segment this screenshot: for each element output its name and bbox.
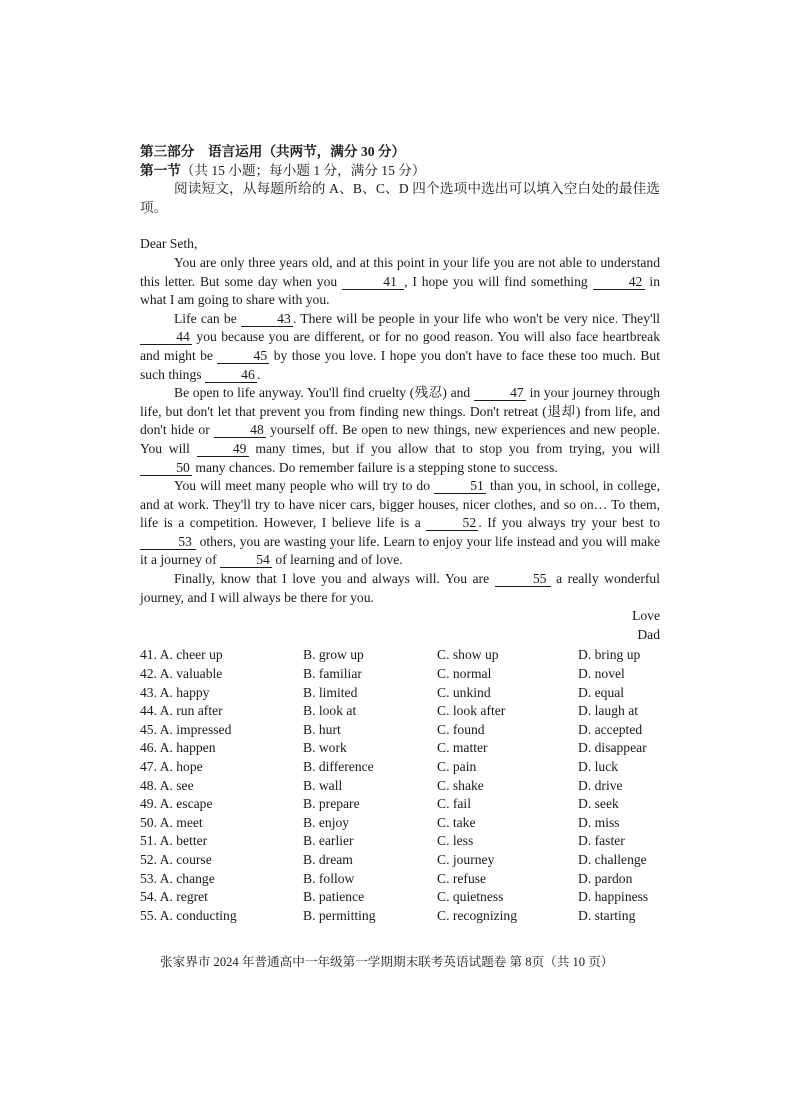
blank-51: 51 [434,479,486,494]
option-row [140,702,660,721]
option-row [140,832,660,851]
option-a: 45. A. impressed [140,721,232,737]
letter-paragraph-5 [140,570,660,607]
option-a: 41. A. cheer up [140,647,223,663]
text: of learning and of love. [272,552,403,568]
blank-45: 45 [217,349,269,364]
exam-page [140,143,660,925]
option-b: B. look at [303,703,357,719]
option-row [140,665,660,684]
option-b: B. dream [303,851,353,867]
option-d: D. equal [578,684,625,700]
option-row [140,870,660,889]
option-d: D. faster [578,833,625,849]
option-a: 50. A. meet [140,814,203,830]
option-c: C. quietness [437,889,504,905]
option-a: 48. A. see [140,777,194,793]
option-b: B. permitting [303,907,376,923]
option-d: D. disappear [578,740,647,756]
option-a: 43. A. happy [140,684,210,700]
blank-50: 50 [140,461,192,476]
option-d: D. accepted [578,721,643,737]
option-row [140,814,660,833]
option-d: D. starting [578,907,636,923]
option-row [140,907,660,926]
option-c: C. less [437,833,474,849]
option-a: 42. A. valuable [140,666,223,682]
text: than you, in school, in college, and at work. They'll try to have nicer cars, bigger houses, nicer clothes, and so on… To them, life is a competition. However, I believe life is a [140,478,660,531]
option-c: C. matter [437,740,488,756]
option-a: 46. A. happen [140,740,216,756]
text: in your journey through life, but don't let that prevent you from finding new things. Don't retreat (退却) from life, and don't hide or [140,385,660,438]
option-c: C. refuse [437,870,487,886]
text: you because you are different, or for no good reason. You will also face heartbreak and might be [140,329,660,363]
blank-47: 47 [474,386,526,401]
option-row [140,851,660,870]
option-b: B. difference [303,759,374,774]
letter-paragraph-4 [140,477,660,570]
option-a: 44. A. run after [140,703,223,719]
option-row [140,795,660,814]
text: Finally, know that I love you and always will. You are [174,571,495,587]
option-d: D. novel [578,666,625,682]
option-a: 53. A. change [140,870,215,886]
option-row [140,777,660,796]
blank-55: 55 [495,572,551,587]
option-row [140,721,660,740]
text: You are only three years old, and at this point in your life you are not able to understand this letter. But some day when you [140,254,660,289]
text: in what I am going to share with you. [140,273,660,308]
option-c: C. unkind [437,684,491,700]
option-b: B. follow [303,870,355,886]
text: many times, but if you allow that to stop you from trying, you will [248,440,660,456]
section-title: 第一节 [140,162,181,178]
option-d: D. laugh at [578,703,639,719]
option-a: 49. A. escape [140,796,213,812]
option-b: B. wall [303,777,343,793]
letter-greeting: Dear Seth, [140,236,198,252]
instruction: 阅读短文，从每题所给的 A、B、C、D 四个选项中选出可以填入空白处的最佳选项。 [140,181,660,215]
option-c: C. normal [437,666,492,682]
text: a really wonderful journey, and I will always be there for you. [140,571,661,605]
blank-52: 52 [426,516,478,531]
option-row [140,739,660,758]
option-d: D. miss [578,814,620,830]
option-d: D. challenge [578,851,647,867]
option-a: 52. A. course [140,851,212,867]
option-b: B. limited [303,684,358,700]
option-d: D. seek [578,796,619,812]
option-c: C. fail [437,796,471,812]
option-c: C. show up [437,647,499,663]
option-a: 55. A. conducting [140,907,237,923]
option-a: 47. A. hope [140,759,203,774]
option-d: D. drive [578,777,623,793]
blank-41: 41 [342,275,404,290]
letter-signature: Dad [637,626,660,642]
letter-paragraph-1 [140,254,660,310]
letter-paragraph-2 [140,310,660,384]
option-b: B. work [303,740,347,756]
text: . [256,366,261,382]
option-d: D. luck [578,759,619,774]
blank-46: 46 [205,368,257,383]
option-b: B. familiar [303,666,362,682]
option-b: B. patience [303,889,365,905]
option-c: C. found [437,721,485,737]
option-row [140,888,660,907]
part-title: 第三部分 语言运用（共两节，满分 30 分） [140,144,406,159]
text: , I hope you will find something [404,273,593,289]
blank-43: 43 [241,312,293,327]
option-row [140,684,660,703]
text: Life can be [174,310,241,326]
option-c: C. pain [437,759,477,774]
option-b: B. prepare [303,796,360,812]
option-d: D. bring up [578,647,641,663]
option-c: C. recognizing [437,907,518,923]
text: by those you love. I hope you don't have to face these too much. But such things [140,347,660,382]
text: others, you are wasting your life. Learn to enjoy your life instead and you will make it a journey of [140,533,660,568]
option-b: B. earlier [303,833,354,849]
option-a: 51. A. better [140,833,208,849]
option-row [140,758,660,777]
option-b: B. hurt [303,721,341,737]
option-a: 54. A. regret [140,889,208,905]
option-b: B. enjoy [303,814,350,830]
option-d: D. pardon [578,870,633,886]
page-footer: 张家界市 2024 年普通高中一年级第一学期期末联考英语试题卷 第 8页（共 10 页） [160,955,614,969]
blank-53: 53 [140,535,196,550]
option-row [140,646,660,665]
text: many chances. Do remember failure is a stepping stone to success. [192,459,558,475]
text: Be open to life anyway. You'll find cruelty (残忍) and [174,385,474,401]
section-note: （共 15 小题；每小题 1 分，满分 15 分） [180,162,426,178]
options-body [140,646,660,925]
letter-closing: Love [632,608,660,624]
section-heading [140,162,660,181]
option-c: C. take [437,814,476,830]
option-c: C. look after [437,703,506,719]
text: . If you always try your best to [478,515,660,531]
blank-44: 44 [140,330,192,345]
letter-paragraph-3 [140,384,660,477]
blank-42: 42 [593,275,645,290]
blank-54: 54 [220,553,272,568]
option-d: D. happiness [578,889,649,905]
option-c: C. shake [437,777,484,793]
option-b: B. grow up [303,647,364,663]
text: yourself off. Be open to new things, new experiences and new people. You will [140,422,660,456]
text: . There will be people in your life who won't be very nice. They'll [292,310,661,326]
option-c: C. journey [437,851,495,867]
blank-49: 49 [197,442,249,457]
options-table [140,646,660,925]
text: You will meet many people who will try to do [174,478,435,494]
blank-48: 48 [214,423,266,438]
